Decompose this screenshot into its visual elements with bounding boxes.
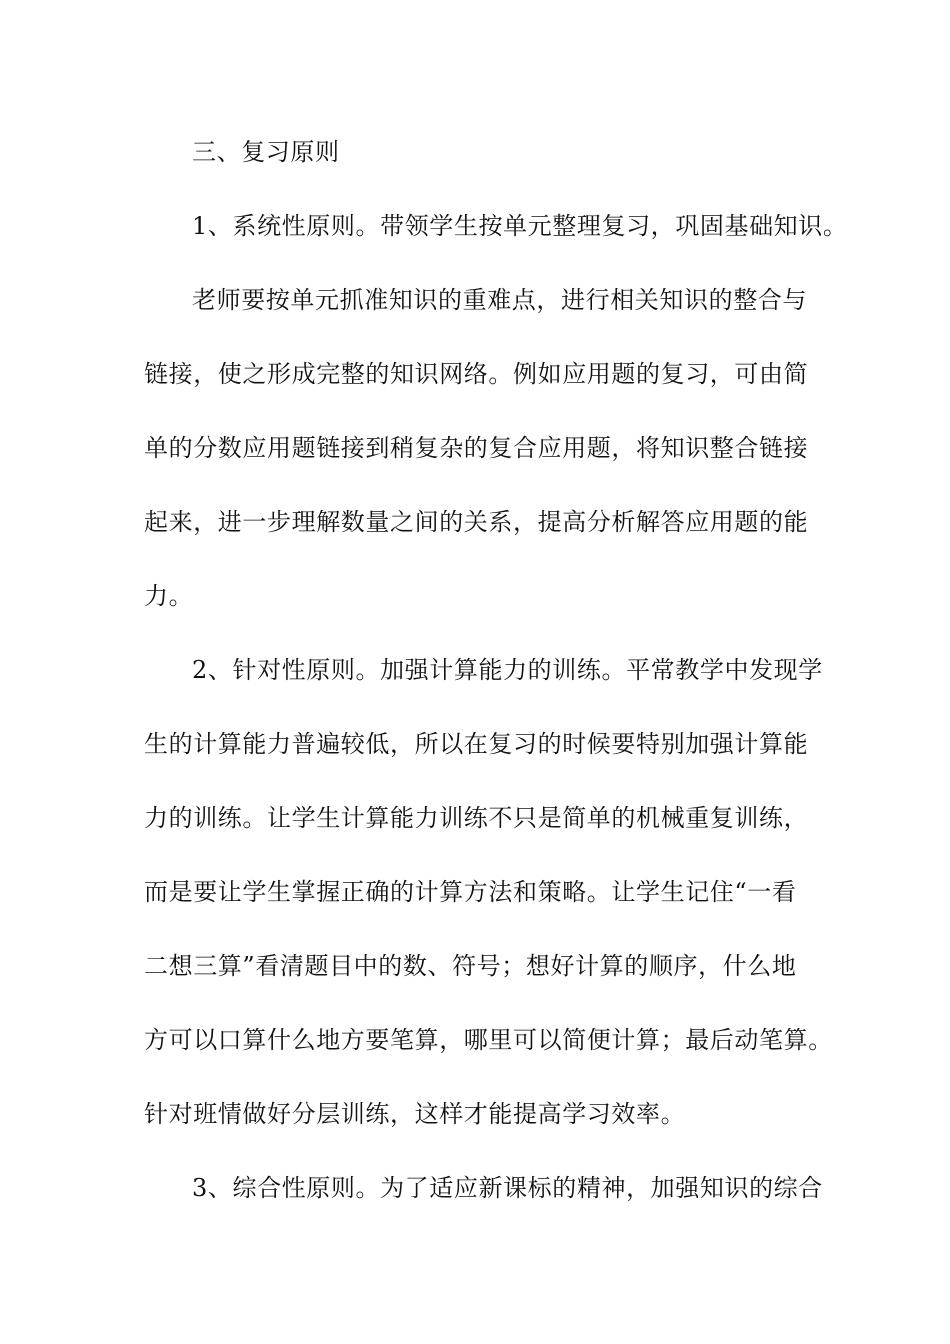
paragraph-line: 3、综合性原则。为了适应新课标的精神，加强知识的综合 (192, 1174, 823, 1202)
paragraph-line: 二想三算”看清题目中的数、符号；想好计算的顺序，什么地 (144, 952, 797, 980)
section-heading: 三、复习原则 (192, 138, 340, 166)
paragraph-line: 单的分数应用题链接到稍复杂的复合应用题，将知识整合链接 (144, 434, 809, 462)
paragraph-line: 针对班情做好分层训练，这样才能提高学习效率。 (144, 1100, 686, 1128)
paragraph-line: 力。 (144, 582, 194, 610)
paragraph-line: 力的训练。让学生计算能力训练不只是简单的机械重复训练， (144, 804, 809, 832)
paragraph-line: 老师要按单元抓准知识的重难点，进行相关知识的整合与 (192, 286, 807, 314)
paragraph-line: 方可以口算什么地方要笔算，哪里可以简便计算；最后动笔算。 (144, 1026, 833, 1054)
paragraph-line: 链接，使之形成完整的知识网络。例如应用题的复习，可由简 (144, 360, 809, 388)
paragraph-line: 生的计算能力普遍较低，所以在复习的时候要特别加强计算能 (144, 730, 809, 758)
paragraph-line: 2、针对性原则。加强计算能力的训练。平常教学中发现学 (192, 656, 823, 684)
paragraph-line: 而是要让学生掌握正确的计算方法和策略。让学生记住“一看 (144, 878, 797, 906)
paragraph-line: 1、系统性原则。带领学生按单元整理复习，巩固基础知识。 (192, 212, 848, 240)
paragraph-line: 起来，进一步理解数量之间的关系，提高分析解答应用题的能 (144, 508, 809, 536)
